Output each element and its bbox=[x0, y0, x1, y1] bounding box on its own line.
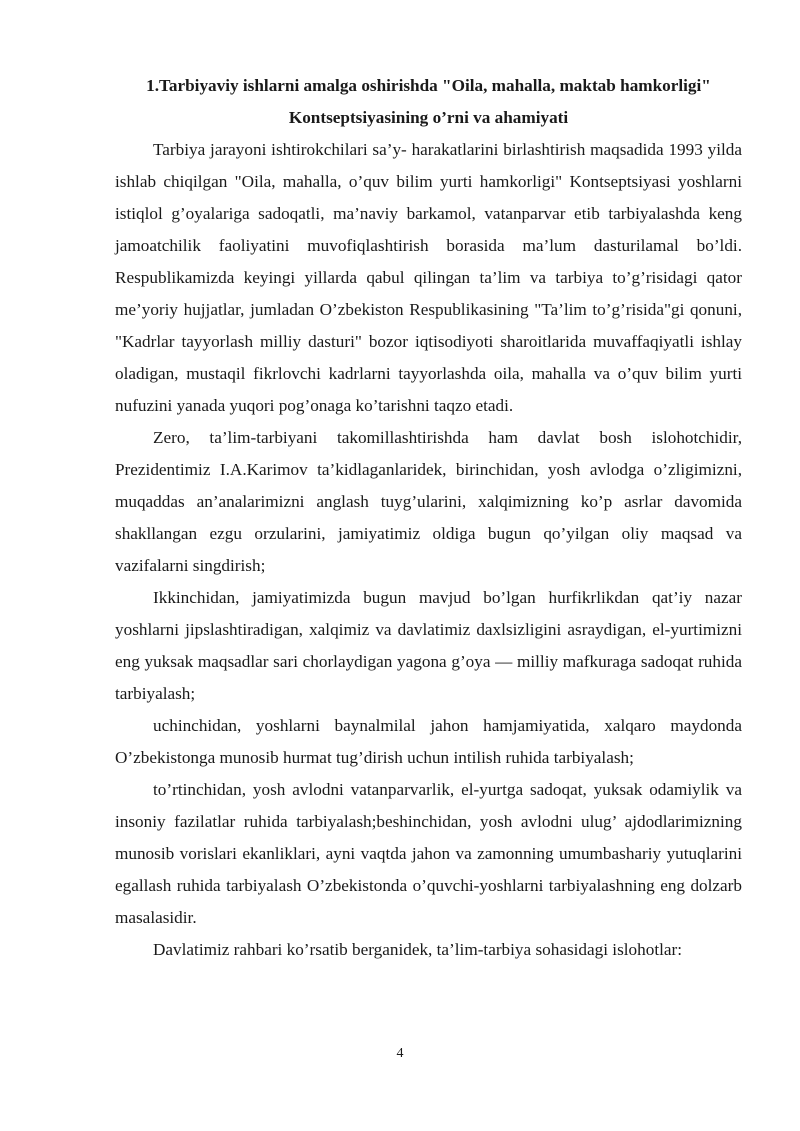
paragraph-6: Davlatimiz rahbari ko’rsatib berganidek, ta’lim-tarbiya sohasidagi islohotlar: bbox=[153, 940, 682, 959]
paragraph-1: Tarbiya jarayoni ishtirokchilari sa’y- harakatlarini birlashtirish maqsadida 1993 yilda ishlab chiqilgan "Oila, mahalla, o’quv bilim yurti hamkorligi" Kontseptsiyasi yoshlarni istiqlol g’oyalariga sadoqatli, ma’naviy barkamol, vatanparvar etib tarbiyalashda keng jamoatchilik faoliyatini muvofiqlashtirish borasida ma’lum dasturilamal bo’ldi. Respublikamizda keyingi yillarda qabul qilingan ta’lim va tarbiya to’g’risidagi qator me’yoriy hujjatlar, jumladan O’zbekiston Respublikasining "Ta’lim to’g’risida"gi qonuni, "Kadrlar tayyorlash milliy dasturi" bozor iqtisodiyoti sharoitlarida muvaffaqiyatli ishlay oladigan, mustaqil fikrlovchi kadrlarni tayyorlashda oila, mahalla va o’quv bilim yurti nufuzini yanada yuqori pog’onaga ko’tarishni taqzo etadi. bbox=[115, 140, 742, 415]
section-title-line-2: Kontseptsiyasining o’rni va ahamiyati bbox=[288, 108, 569, 127]
section-title-line-1: 1.Tarbiyaviy ishlarni amalga oshirishda "Oila, mahalla, maktab hamkorligi" bbox=[146, 76, 711, 95]
paragraph-5: to’rtinchidan, yosh avlodni vatanparvarlik, el-yurtga sadoqat, yuksak odamiylik va insoniy fazilatlar ruhida tarbiyalash;beshinchidan, yosh avlodni ulug’ ajdodlarimizning munosib vorislari ekanliklari, ayni vaqtda jahon va zamonning umumbashariy yutuqlarini egallash ruhida tarbiyalash O’zbekistonda o’quvchi-yoshlarni tarbiyalashning eng dolzarb masalasidir. bbox=[115, 780, 742, 927]
document-page bbox=[115, 70, 742, 966]
paragraph-4: uchinchidan, yoshlarni baynalmilal jahon hamjamiyatida, xalqaro maydonda O’zbekistonga munosib hurmat tug’dirish uchun intilish ruhida tarbiyalash; bbox=[115, 716, 742, 767]
paragraph-3: Ikkinchidan, jamiyatimizda bugun mavjud bo’lgan hurfikrlikdan qat’iy nazar yoshlarni jipslashtiradigan, xalqimiz va davlatimiz daxlsizligini asraydigan, el-yurtimizni eng yuksak maqsadlar sari chorlaydigan yagona g’oya — milliy mafkuraga sadoqat ruhida tarbiyalash; bbox=[115, 588, 742, 703]
page-number: 4 bbox=[396, 1046, 404, 1061]
paragraph-2: Zero, ta’lim-tarbiyani takomillashtirishda ham davlat bosh islohotchidir, Prezidentimiz I.A.Karimov ta’kidlaganlaridek, birinchidan, yosh avlodga o’zligimizni, muqaddas an’analarimizni anglash tuyg’ularini, xalqimizning ko’p asrlar davomida shakllangan ezgu orzularini, jamiyatimiz oldiga bugun qo’yilgan oliy maqsad va vazifalarni singdirish; bbox=[115, 428, 742, 575]
